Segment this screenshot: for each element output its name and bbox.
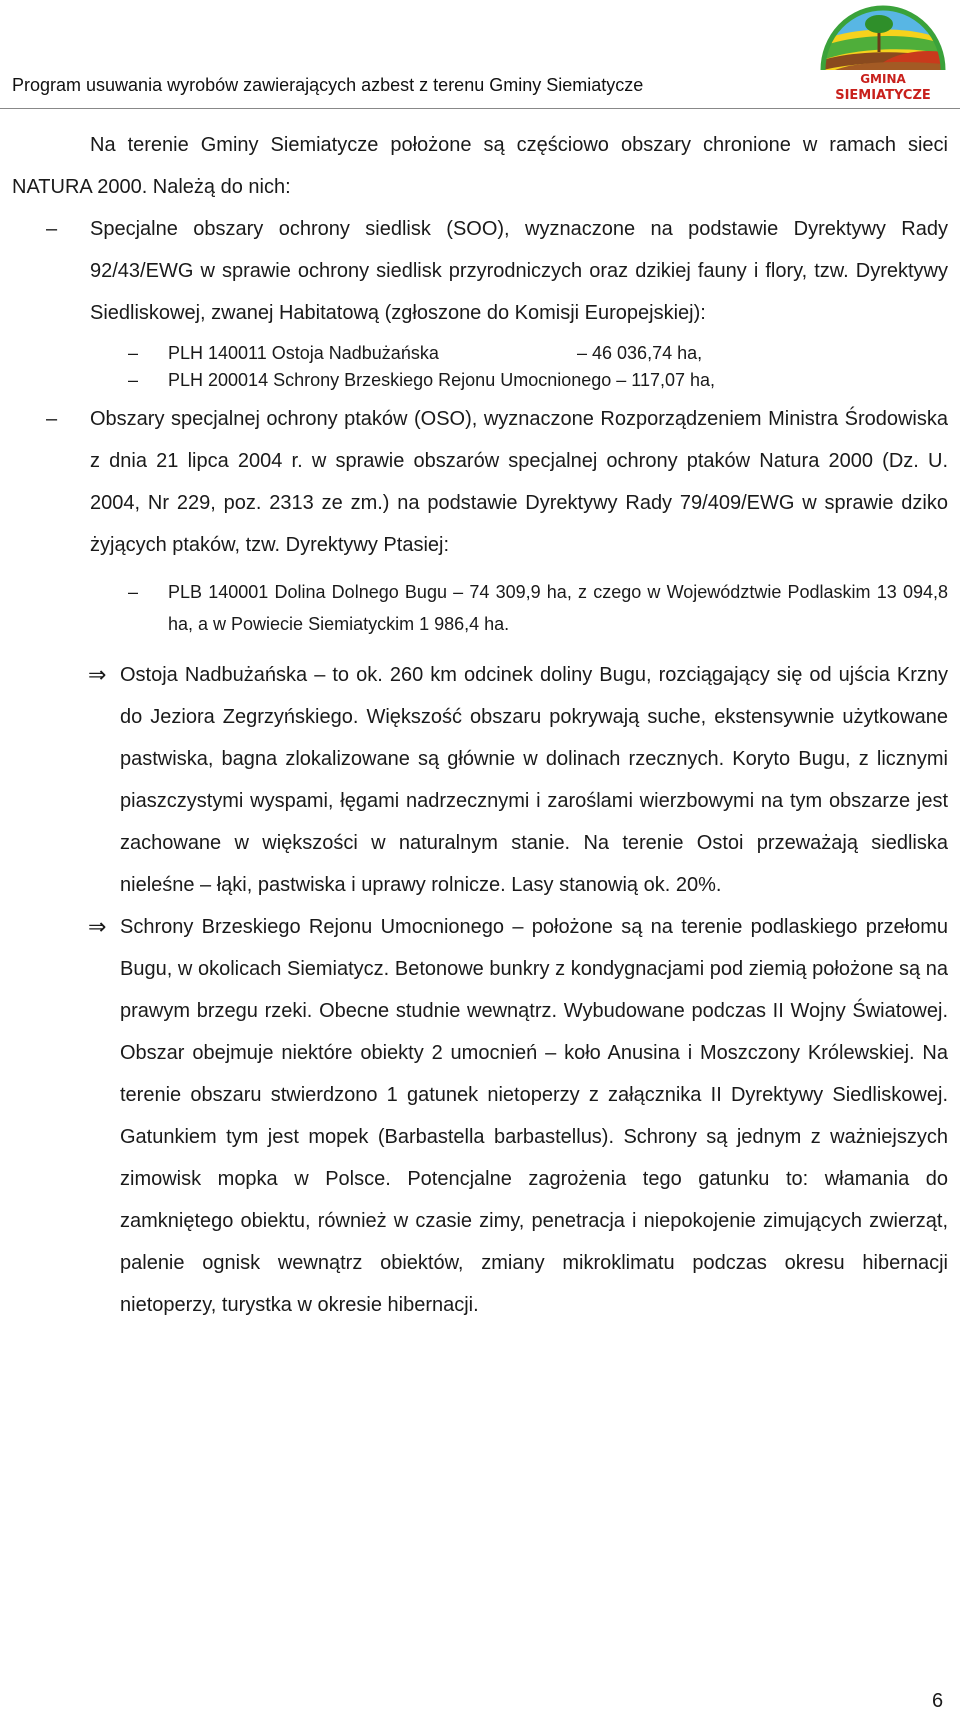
site-text: PLB 140001 Dolina Dolnego Bugu – 74 309,9 ha, z czego w Województwie Podlaskim 13 094,8 ha, a w Powiecie Siemiatyckim 1 986,4 ha. [168, 582, 948, 634]
header-divider [0, 108, 960, 109]
oso-sites-list [12, 576, 948, 640]
gmina-siemiatycze-logo [815, 0, 950, 104]
soo-text: Specjalne obszary ochrony siedlisk (SOO), wyznaczone na podstawie Dyrektywy Rady 92/43/EWG w sprawie ochrony siedlisk przyrodniczych oraz dzikiej fauny i flory, tzw. Dyrektywy Siedliskowej, zwanej Habitatową (zgłoszone do Komisji Europejskiej): [90, 218, 948, 324]
description-ostoja [12, 654, 948, 906]
dash-bullet: – [128, 370, 139, 390]
document-body [12, 124, 948, 1326]
list-item [12, 576, 948, 640]
intro-paragraph: Na terenie Gminy Siemiatycze położone są częściowo obszary chronione w ramach sieci NATURA 2000. Należą do nich: [12, 134, 948, 198]
dash-bullet: – [46, 408, 58, 430]
dash-bullet: – [128, 343, 139, 363]
svg-text:GMINA: GMINA [860, 72, 906, 86]
dash-bullet: – [46, 218, 58, 240]
site-name: PLH 140011 Ostoja Nadbużańska [168, 343, 439, 363]
page-number: 6 [932, 1690, 944, 1712]
list-item-oso [12, 398, 948, 566]
double-arrow-icon: ⇒ [88, 662, 107, 687]
page-header [0, 0, 960, 112]
description-text: Ostoja Nadbużańska – to ok. 260 km odcinek doliny Bugu, rozciągający się od ujścia Krzny do Jeziora Zegrzyńskiego. Większość obszaru pokrywają suche, ekstensywnie użytkowane pastwiska, bagna zlokalizowane są głównie w dolinach rzecznych. Koryto Bugu, z licznymi piaszczystymi wyspami, łęgami nadrzecznymi i zaroślami wierzbowymi na tym obszarze jest zachowane w większości w naturalnym stanie. Na terenie Ostoi przeważają siedliska nieleśne – łąki, pastwiska i uprawy rolnicze. Lasy stanowią ok. 20%. [120, 664, 948, 896]
oso-text: Obszary specjalnej ochrony ptaków (OSO), wyznaczone Rozporządzeniem Ministra Środowiska z dnia 21 lipca 2004 r. w sprawie obszarów specjalnej ochrony ptaków Natura 2000 (Dz. U. 2004, Nr 229, poz. 2313 ze zm.) na podstawie Dyrektywy Rady 79/409/EWG w sprawie dziko żyjących ptaków, tzw. Dyrektywy Ptasiej: [90, 408, 948, 556]
description-text: Schrony Brzeskiego Rejonu Umocnionego – położone są na terenie podlaskiego przełomu Bugu, w okolicach Siemiatycz. Betonowe bunkry z kondygnacjami pod ziemią położone są na prawym brzegu rzeki. Obecne studnie wewnątrz. Wybudowane podczas II Wojny Światowej. Obszar obejmuje niektóre obiekty 2 umocnień – koło Anusina i Moszczony Królewskiej. Na terenie obszaru stwierdzono 1 gatunek nietoperzy z załącznika II Dyrektywy Siedliskowej. Gatunkiem tym jest mopek (Barbastella barbastellus). Schrony są jednym z ważniejszych zimowisk mopka w Polsce. Potencjalne zagrożenia tego gatunku to: włamania do zamkniętego obiektu, również w czasie zimy, penetracja i niepokojenie zimujących zwierząt, palenie ognisk wewnątrz obiektów, zmiany mikroklimatu podczas okresu hibernacji nietoperzy, turystka w okresie hibernacji. [120, 916, 948, 1316]
svg-text:SIEMIATYCZE: SIEMIATYCZE [835, 88, 931, 103]
soo-sites-list [12, 340, 948, 394]
list-item [12, 367, 948, 394]
list-item [12, 340, 948, 367]
double-arrow-icon: ⇒ [88, 914, 107, 939]
site-area: – 46 036,74 ha, [577, 343, 703, 363]
header-title: Program usuwania wyrobów zawierających azbest z terenu Gminy Siemiatycze [12, 75, 644, 95]
site-name: PLH 200014 Schrony Brzeskiego Rejonu Umocnionego [168, 370, 612, 390]
description-schrony [12, 906, 948, 1326]
dash-bullet: – [128, 582, 139, 602]
list-item-soo [12, 208, 948, 334]
site-area: – 117,07 ha, [616, 370, 716, 390]
